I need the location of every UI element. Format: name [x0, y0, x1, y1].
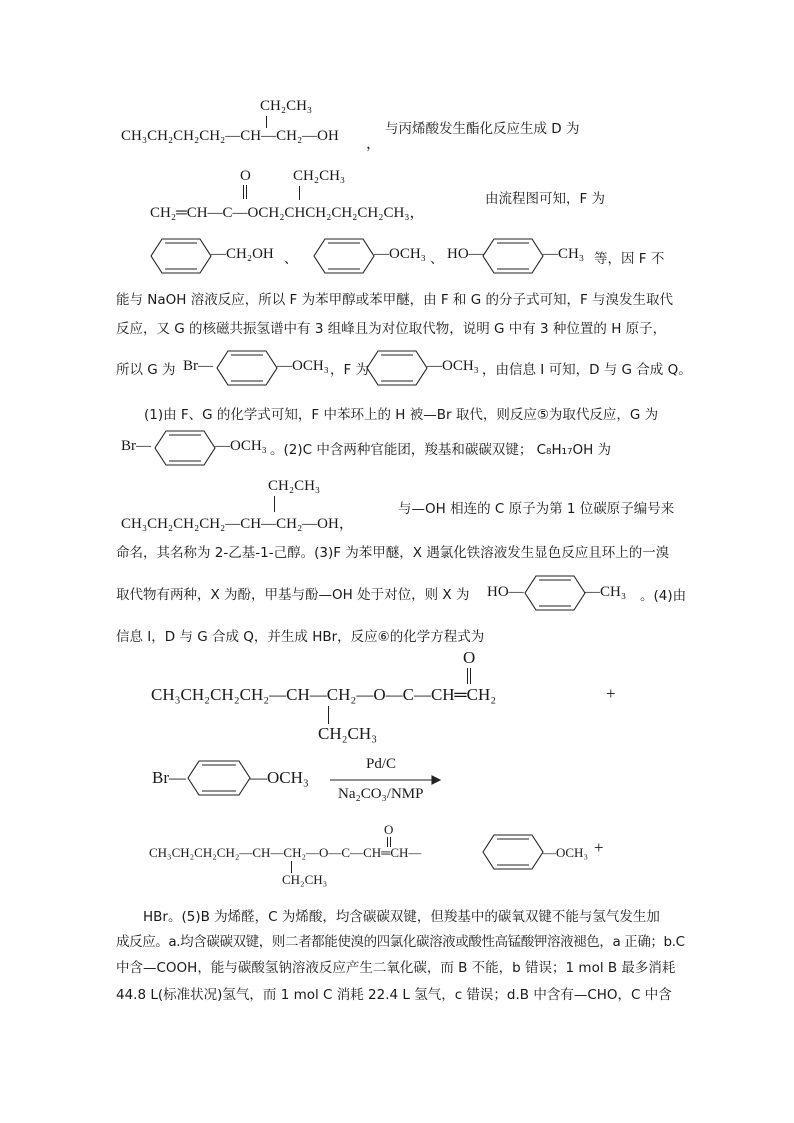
- formula-d: CH₂═CH—C—OCH₂CHCH₂CH₂CH₂CH₃，: [150, 205, 425, 221]
- benzene-ring-icon: [216, 350, 278, 386]
- paragraph-line: (1)由 F、G 的化学式可知，F 中苯环上的 H 被—Br 取代，则反应⑤为取代反应，G 为: [144, 407, 659, 423]
- branch-bond: [299, 186, 300, 200]
- formula-2-ethylhexanol: CH₃CH₂CH₂CH₂—CH—CH₂—OH: [121, 128, 339, 144]
- text-tail: 。(4)由: [640, 588, 687, 604]
- benzene-ring-icon: [524, 575, 586, 611]
- och3-group: —OCH₃: [277, 358, 329, 374]
- eq1-carbonyl-o: O: [463, 648, 476, 667]
- och3-group: —OCH₃: [215, 438, 267, 454]
- double-bond-1: [243, 185, 244, 199]
- eq3-plus: +: [594, 838, 604, 857]
- branch-bond: [328, 706, 329, 724]
- branch-bond: [266, 116, 267, 128]
- double-bond-1: [467, 668, 468, 684]
- br-group: Br—: [121, 438, 151, 454]
- text-tail: 等，因 F 不: [594, 251, 665, 267]
- condition-base-solvent: Na₂CO₃/NMP: [338, 786, 424, 802]
- benzene-ring-icon: [366, 350, 428, 386]
- eq3-och3: —OCH₃: [543, 845, 588, 860]
- text-flowchart: 由流程图可知，F 为: [485, 191, 606, 207]
- benzene-ring-icon: [313, 238, 375, 274]
- och3-group: —OCH₃: [374, 246, 426, 262]
- branch-bond: [274, 496, 275, 512]
- och3-group: —OCH₃: [427, 358, 479, 374]
- paragraph-line: 成反应。a.均含碳碳双键，则二者都能使溴的四氯化碳溶液或酸性高锰酸钾溶液褪色，a 正确；b.C: [116, 934, 685, 950]
- benzene-ring-icon: [150, 238, 212, 274]
- paragraph-line: HBr。(5)B 为烯醛，C 为烯酸，均含碳碳双键，但羧基中的碳氧双键不能与氢气发生加: [143, 909, 660, 925]
- paragraph-line: 44.8 L(标准状况)氢气，而 1 mol C 消耗 22.4 L 氢气，c 错误；d.B 中含有—CHO，C 中含: [116, 987, 672, 1003]
- separator: 、: [430, 251, 444, 267]
- eq1-plus: +: [606, 684, 616, 703]
- ch3-group: —CH₃: [585, 584, 627, 600]
- formula-top: CH₂CH₃: [268, 478, 321, 494]
- eq3-carbonyl-o: O: [384, 822, 394, 837]
- benzene-ring-icon: [187, 760, 251, 796]
- ch3-group: —CH₃: [543, 246, 585, 262]
- text-tail: ，由信息 I 可知，D 与 G 合成 Q。: [482, 362, 692, 378]
- benzene-ring-icon: [154, 430, 216, 466]
- paragraph-line: 信息 I，D 与 G 合成 Q，并生成 HBr，反应⑥的化学方程式为: [116, 629, 485, 645]
- ho-group: HO—: [447, 246, 484, 262]
- paragraph-line: 中含—COOH，能与碳酸氢钠溶液反应产生二氧化碳，而 B 不能，b 错误；1 mol B 最多消耗: [116, 960, 676, 976]
- paragraph-line: 命名，其名称为 2-乙基-1-己醇。(3)F 为苯甲醚，X 遇氯化铁溶液发生显色反应且环上的一溴: [116, 545, 670, 561]
- condition-catalyst: Pd/C: [366, 756, 397, 772]
- benzene-ring-icon: [482, 238, 544, 274]
- eq1-ethyl: CH₂CH₃: [318, 724, 378, 743]
- ho-group: HO—: [487, 584, 524, 600]
- eq3-formula-q: CH₃CH₂CH₂CH₂—CH—CH₂—O—C—CH═CH—: [149, 845, 422, 860]
- text-g-is: 所以 G 为: [116, 362, 176, 378]
- text-x-phenol: 取代物有两种，X 为酚，甲基与酚—OH 处于对位，则 X 为: [116, 587, 470, 603]
- benzene-ring-icon: [482, 834, 544, 870]
- eq3-ethyl: CH₂CH₃: [282, 872, 328, 887]
- comma: ，: [366, 136, 382, 152]
- text-tail: 。(2)C 中含两种官能团，羧基和碳碳双键； C₈H₁₇OH 为: [270, 442, 612, 458]
- carbonyl-o: O: [240, 168, 251, 184]
- double-bond-2: [470, 668, 471, 684]
- text-numbering: 与—OH 相连的 C 原子为第 1 位碳原子编号来: [398, 501, 675, 517]
- text-esterification: 与丙烯酸发生酯化反应生成 D 为: [385, 121, 580, 137]
- br-group: Br—: [183, 358, 213, 374]
- text-f-is: ，F 为: [330, 362, 370, 378]
- eq2-br: Br—: [152, 768, 186, 787]
- ch2oh-group: —CH₂OH: [211, 246, 274, 262]
- paragraph-line: 能与 NaOH 溶液反应，所以 F 为苯甲醇或苯甲醚，由 F 和 G 的分子式可知，F 与溴发生取代: [116, 292, 674, 308]
- eq1-formula-d: CH₃CH₂CH₂CH₂—CH—CH₂—O—C—CH═CH₂: [151, 685, 497, 704]
- paragraph-line: 反应，又 G 的核磁共振氢谱中有 3 组峰且为对位取代物，说明 G 中有 3 种位置的 H 原子，: [116, 321, 667, 337]
- separator: 、: [284, 251, 298, 267]
- eq2-och3: —OCH₃: [250, 768, 309, 787]
- formula-c8h17oh: CH₃CH₂CH₂CH₂—CH—CH₂—OH，: [121, 516, 354, 532]
- formula-2-ethylhexanol-top: CH₂CH₃: [260, 98, 313, 114]
- double-bond-2: [246, 185, 247, 199]
- formula-d-top: CH₂CH₃: [293, 168, 346, 184]
- reaction-arrow-icon: [330, 776, 442, 784]
